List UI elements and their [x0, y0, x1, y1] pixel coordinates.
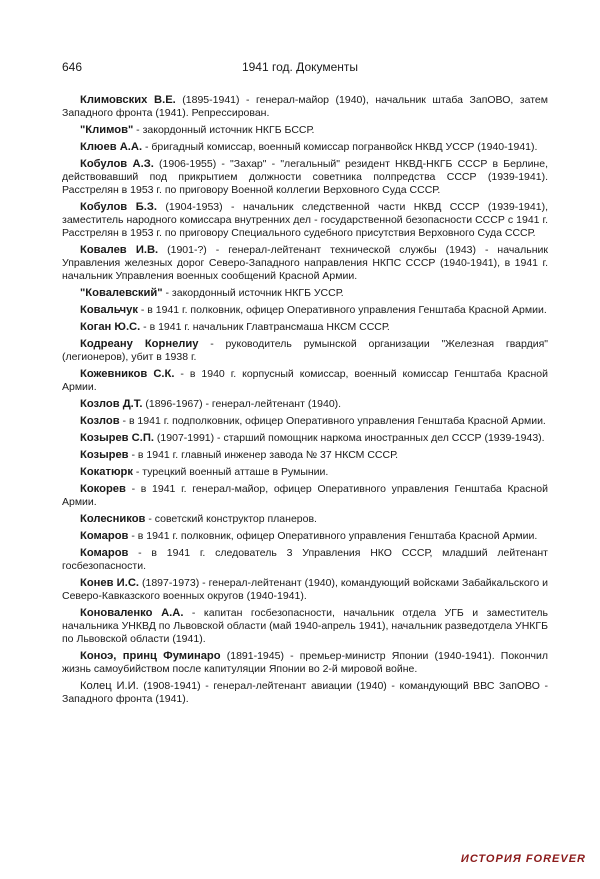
entry-item: [62, 321, 548, 334]
entry-text: - закордонный источник НКГБ БССР.: [133, 124, 315, 136]
entry-name: Конев И.С.: [80, 577, 140, 589]
entry-item: [62, 304, 548, 317]
entry-item: [62, 530, 548, 543]
entry-text: (1895-1941) - генерал-майор (1940), начальник штаба ЗапОВО, затем Западного фронта (1941). Репрессирован.: [62, 94, 548, 119]
entry-name: Кожевников С.К.: [80, 368, 175, 380]
entry-text: - руководитель румынской организации "Железная гвардия" (легионеров), убит в 1938 г.: [62, 338, 548, 363]
watermark-logo: ИСТОРИЯ FOREVER: [460, 853, 586, 865]
entry-name: Комаров: [80, 547, 129, 559]
entry-name: Клюев А.А.: [80, 141, 143, 153]
entry-text: (1891-1945) - премьер-министр Японии (1940-1941). Покончил жизнь самоубийством после капитуляции Японии во 2-й мировой войне.: [62, 650, 548, 675]
entry-name: Коган Ю.С.: [80, 321, 141, 333]
entry-text: - бригадный комиссар, военный комиссар погранвойск НКВД УССР (1940-1941).: [142, 141, 538, 153]
entry-text: (1901-?) - генерал-лейтенант технической службы (1943) - начальник Управления железных дорог Северо-Западного направления НКПС СССР (1940-1941), в 1941 г. начальник Управления военных сообщений Красной Армии.: [62, 244, 548, 282]
entry-name: Ковальчук: [80, 304, 138, 316]
entry-item: [62, 124, 548, 137]
entry-text: - в 1941 г. полковник, офицер Оперативного управления Генштаба Красной Армии.: [137, 304, 547, 316]
entry-item: [62, 547, 548, 573]
entry-text: - в 1940 г. корпусный комиссар, военный комиссар Генштаба Красной Армии.: [62, 368, 548, 393]
entry-name: Колесников: [80, 513, 146, 525]
entry-item: [62, 398, 548, 411]
entry-item: [62, 94, 548, 120]
entry-text: - турецкий военный атташе в Румынии.: [132, 466, 329, 478]
biographical-entries: [62, 94, 548, 710]
entry-text: - в 1941 г. полковник, офицер Оперативного управления Генштаба Красной Армии.: [128, 530, 538, 542]
entry-name: Козырев: [80, 449, 129, 461]
entry-name: Козырев С.П.: [80, 432, 155, 444]
entry-item: [62, 287, 548, 300]
entry-text: - в 1941 г. начальник Главтрансмаша НКСМ СССР.: [140, 321, 390, 333]
entry-text: (1907-1991) - старший помощник наркома иностранных дел СССР (1939-1943).: [154, 432, 545, 444]
entry-name: Кокатюрк: [80, 466, 133, 478]
entry-text: - в 1941 г. следователь 3 Управления НКО СССР, младший лейтенант госбезопасности.: [62, 547, 548, 572]
entry-item: [62, 650, 548, 676]
entry-text: (1906-1955) - "Захар" - "легальный" резидент НКВД-НКГБ СССР в Берлине, действовавший под прикрытием должности советника полпредства СССР (1939-1941). Расстрелян в 1953 г. по приговору Военной коллегии Верховного Суда СССР.: [62, 158, 548, 196]
entry-text: - советский конструктор планеров.: [145, 513, 317, 525]
entry-item: [62, 466, 548, 479]
entry-name: Кобулов Б.З.: [80, 201, 158, 213]
entry-item: [62, 201, 548, 240]
entry-text: (1896-1967) - генерал-лейтенант (1940).: [142, 398, 342, 410]
page-number: 646: [62, 60, 83, 74]
entry-text: - капитан госбезопасности, начальник отдела УГБ и заместитель начальника УНКВД по Львовской области (май 1940-апрель 1941), начальник разведотдела УНКГБ по Львовской области (1941).: [62, 607, 548, 645]
entry-name: "Ковалевский": [80, 287, 163, 299]
entry-name: Козлов Д.Т.: [80, 398, 143, 410]
entry-text: - закордонный источник НКГБ УССР.: [162, 287, 344, 299]
entry-text: (1904-1953) - начальник следственной части НКВД СССР (1939-1941), заместитель народного комиссара внутренних дел - государственной безопасности СССР с 1941 г. Расстрелян в 1953 г. по приговору Специального судебного присутствия Верховного Суда СССР.: [62, 201, 548, 239]
entry-name: Ковалев И.В.: [80, 244, 159, 256]
entry-name: Кокорев: [80, 483, 126, 495]
entry-name: Кобулов А.З.: [80, 158, 154, 170]
entry-item: [62, 607, 548, 646]
entry-name: Коноваленко А.А.: [80, 607, 184, 619]
entry-name: Кодреану Корнелиу: [80, 338, 199, 350]
entry-item: [62, 415, 548, 428]
entry-text: - в 1941 г. главный инженер завода № 37 НКСМ СССР.: [128, 449, 399, 461]
entry-name: Климовских В.Е.: [80, 94, 176, 106]
entry-item: [62, 513, 548, 526]
entry-item: [62, 141, 548, 154]
entry-name: Коноэ, принц Фуминаро: [80, 650, 221, 662]
entry-text: (1908-1941) - генерал-лейтенант авиации (1940) - командующий ВВС ЗапОВО - Западного фронта (1941).: [62, 680, 548, 705]
entry-item: [62, 368, 548, 394]
entry-item: [62, 680, 548, 706]
entry-text: - в 1941 г. генерал-майор, офицер Оперативного управления Генштаба Красной Армии.: [62, 483, 548, 508]
entry-item: [62, 432, 548, 445]
entry-item: [62, 158, 548, 197]
entry-item: [62, 244, 548, 283]
page-header: [62, 60, 538, 78]
entry-name: "Климов": [80, 124, 134, 136]
entry-item: [62, 577, 548, 603]
entry-name: Комаров: [80, 530, 129, 542]
entry-name: Козлов: [80, 415, 120, 427]
entry-item: [62, 338, 548, 364]
entry-item: [62, 483, 548, 509]
entry-text: (1897-1973) - генерал-лейтенант (1940), командующий войсками Забайкальского и Северо-Кавказского военных округов (1940-1941).: [62, 577, 549, 602]
entry-item: [62, 449, 548, 462]
entry-text: - в 1941 г. подполковник, офицер Оперативного управления Генштаба Красной Армии.: [119, 415, 546, 427]
entry-name: Колец И.И.: [80, 680, 139, 692]
running-title: 1941 год. Документы: [241, 60, 359, 74]
